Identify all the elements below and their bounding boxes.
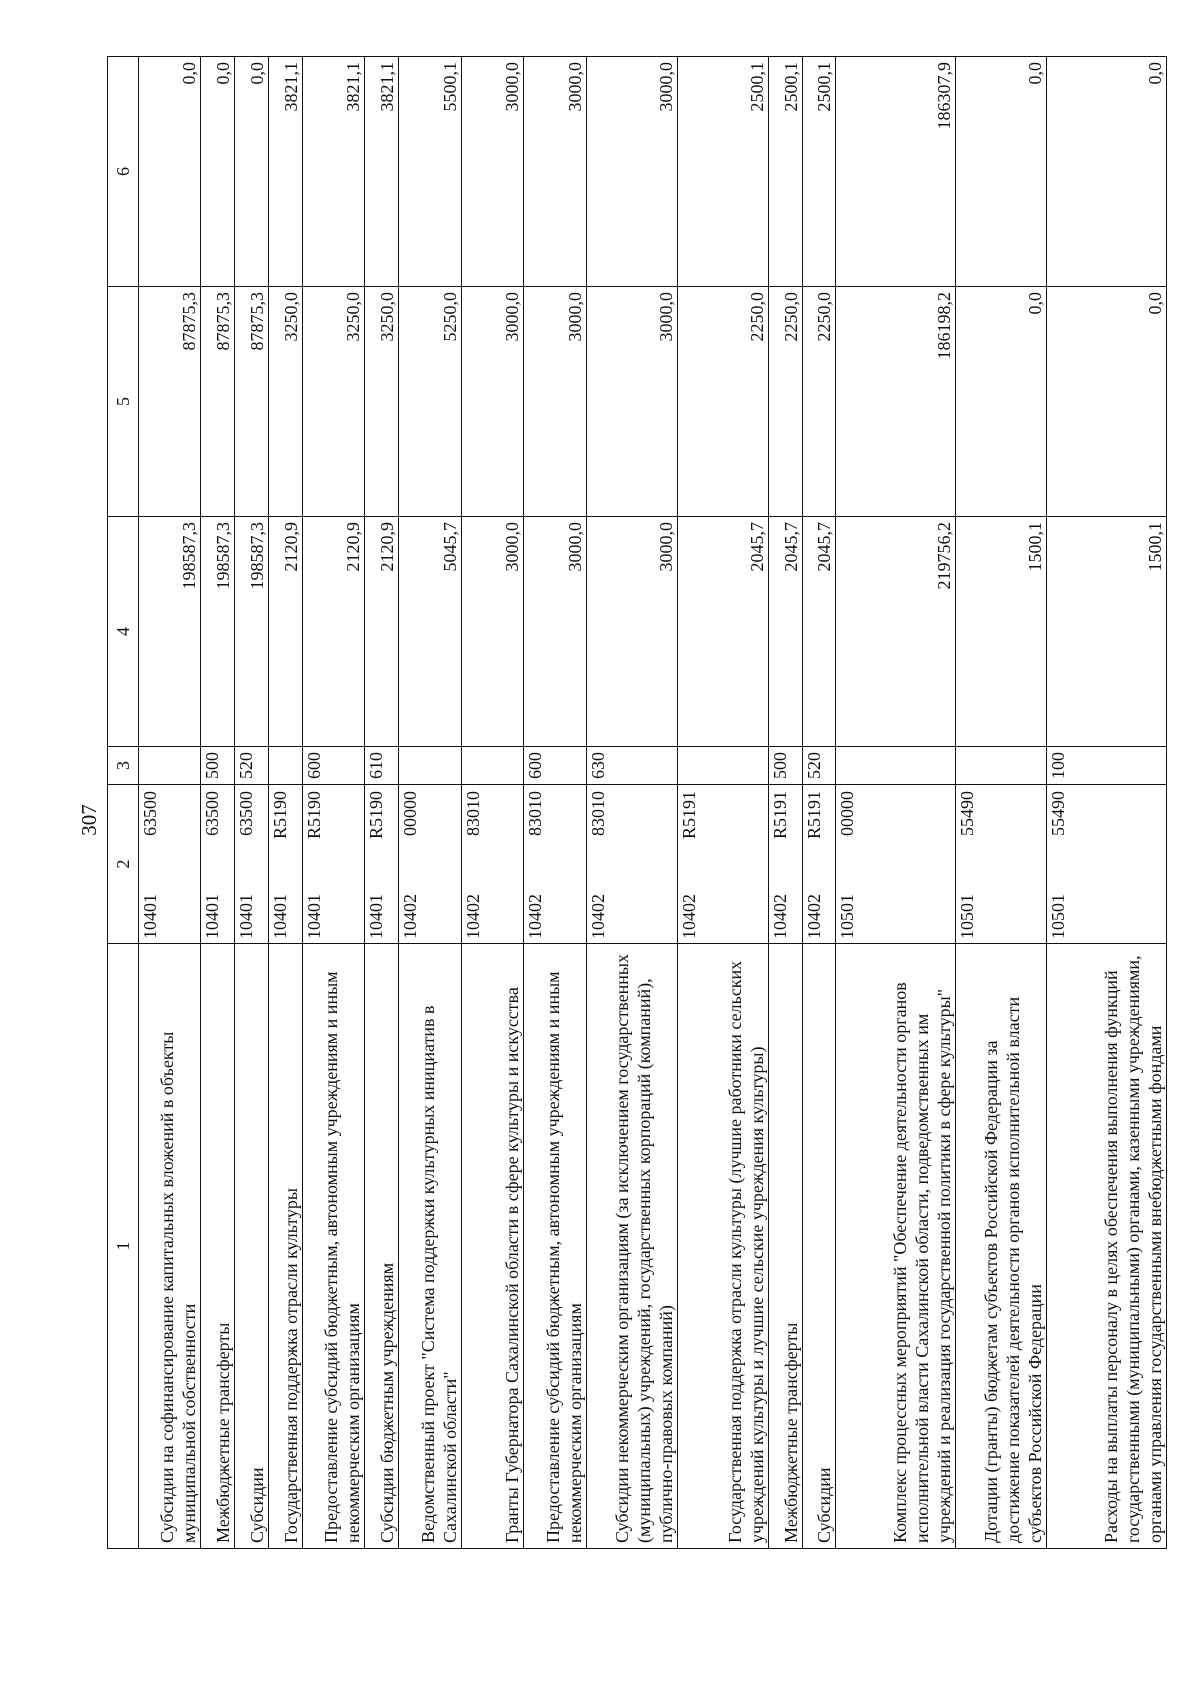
direction-code: 63500 <box>236 791 257 836</box>
amount-col-5: 2250,0 <box>802 287 836 517</box>
amount-col-6: 3000,0 <box>586 57 677 287</box>
amount-col-4: 3000,0 <box>586 517 677 747</box>
amount-col-5: 2250,0 <box>768 287 802 517</box>
row-name: Государственная поддержка отрасли культуры (лучшие работники сельских учреждений культуры и лучшие сельские учреждения культуры) <box>677 944 768 1549</box>
table-row <box>201 57 235 1549</box>
amount-col-6: 0,0 <box>956 57 1047 287</box>
direction-code: 83010 <box>525 791 546 836</box>
row-name: Субсидии <box>802 944 836 1549</box>
table-row <box>461 57 523 1549</box>
expense-kind <box>269 747 303 785</box>
direction-code: R5190 <box>366 791 387 840</box>
amount-col-5: 5250,0 <box>399 287 461 517</box>
amount-col-5: 87875,3 <box>201 287 235 517</box>
row-name: Субсидии некоммерческим организациям (за исключением государственных (муниципальных) учреждений, государственных корпораций (компаний), публично-правовых компаний) <box>586 944 677 1549</box>
row-code <box>677 785 768 944</box>
expense-kind <box>677 747 768 785</box>
amount-col-4: 2045,7 <box>802 517 836 747</box>
program-code: 10401 <box>270 894 291 939</box>
amount-col-5: 186198,2 <box>836 287 956 517</box>
amount-col-4: 198587,3 <box>201 517 235 747</box>
table-row <box>524 57 586 1549</box>
direction-code: R5191 <box>769 791 790 840</box>
amount-col-4: 1500,1 <box>956 517 1047 747</box>
expense-kind: 600 <box>302 747 364 785</box>
row-code <box>1047 785 1167 944</box>
table-row <box>365 57 399 1549</box>
table-row <box>956 57 1047 1549</box>
row-code <box>235 785 269 944</box>
amount-col-6: 0,0 <box>235 57 269 287</box>
row-name: Межбюджетные трансферты <box>201 944 235 1549</box>
expense-kind <box>399 747 461 785</box>
program-code: 10501 <box>1048 894 1069 939</box>
row-name: Расходы на выплаты персоналу в целях обеспечения выполнения функций государственными (муниципальными) органами, казенными учреждениями, органами управления государственными внебюджетными фондами <box>1047 944 1167 1549</box>
row-name: Предоставление субсидий бюджетным, автономным учреждениям и иным некоммерческим организациям <box>524 944 586 1549</box>
direction-code: R5190 <box>303 791 324 840</box>
program-code: 10401 <box>303 894 324 939</box>
row-code <box>365 785 399 944</box>
row-name: Ведомственный проект "Система поддержки культурных инициатив в Сахалинской области" <box>399 944 461 1549</box>
expense-kind <box>139 747 201 785</box>
amount-col-4: 2045,7 <box>768 517 802 747</box>
amount-col-5: 87875,3 <box>139 287 201 517</box>
direction-code: 55490 <box>957 791 978 836</box>
program-code: 10402 <box>678 894 699 939</box>
amount-col-5: 2250,0 <box>677 287 768 517</box>
amount-col-6: 2500,1 <box>802 57 836 287</box>
program-code: 10501 <box>837 894 858 939</box>
amount-col-5: 3000,0 <box>461 287 523 517</box>
row-code <box>139 785 201 944</box>
header-col-2: 2 <box>108 785 139 944</box>
amount-col-6: 186307,9 <box>836 57 956 287</box>
row-name: Предоставление субсидий бюджетным, автономным учреждениям и иным некоммерческим организациям <box>302 944 364 1549</box>
header-col-6: 6 <box>108 57 139 287</box>
direction-code: 63500 <box>202 791 223 836</box>
table-row <box>269 57 303 1549</box>
amount-col-6: 0,0 <box>1047 57 1167 287</box>
direction-code: R5190 <box>270 791 291 840</box>
program-code: 10401 <box>140 894 160 939</box>
header-row <box>108 57 139 1549</box>
direction-code: R5191 <box>678 791 699 840</box>
budget-table-sheet <box>107 57 1167 1549</box>
row-name: Государственная поддержка отрасли культуры <box>269 944 303 1549</box>
direction-code: 00000 <box>400 791 421 836</box>
expense-kind: 520 <box>802 747 836 785</box>
program-code: 10501 <box>957 894 978 939</box>
program-code: 10402 <box>587 894 608 939</box>
table-row <box>139 57 201 1549</box>
amount-col-6: 3000,0 <box>461 57 523 287</box>
table-row <box>768 57 802 1549</box>
row-code <box>461 785 523 944</box>
header-col-5: 5 <box>108 287 139 517</box>
amount-col-4: 3000,0 <box>461 517 523 747</box>
row-name: Субсидии <box>235 944 269 1549</box>
program-code: 10402 <box>462 894 483 939</box>
amount-col-4: 2120,9 <box>365 517 399 747</box>
row-code <box>956 785 1047 944</box>
direction-code: 55490 <box>1048 791 1069 836</box>
amount-col-5: 3250,0 <box>269 287 303 517</box>
table-row <box>677 57 768 1549</box>
row-code <box>768 785 802 944</box>
direction-code: 83010 <box>462 791 483 836</box>
expense-kind: 520 <box>235 747 269 785</box>
expense-kind <box>461 747 523 785</box>
amount-col-4: 198587,3 <box>139 517 201 747</box>
row-name: Гранты Губернатора Сахалинской области в сфере культуры и искусства <box>461 944 523 1549</box>
amount-col-6: 3000,0 <box>524 57 586 287</box>
program-code: 10402 <box>803 894 824 939</box>
amount-col-4: 5045,7 <box>399 517 461 747</box>
direction-code: 63500 <box>140 791 160 836</box>
row-code <box>269 785 303 944</box>
program-code: 10401 <box>236 894 257 939</box>
amount-col-4: 1500,1 <box>1047 517 1167 747</box>
amount-col-4: 3000,0 <box>524 517 586 747</box>
table-body <box>139 57 1167 1549</box>
amount-col-6: 5500,1 <box>399 57 461 287</box>
amount-col-5: 3250,0 <box>365 287 399 517</box>
amount-col-5: 3250,0 <box>302 287 364 517</box>
direction-code: R5191 <box>803 791 824 840</box>
row-name: Межбюджетные трансферты <box>768 944 802 1549</box>
amount-col-6: 3821,1 <box>365 57 399 287</box>
amount-col-4: 2120,9 <box>269 517 303 747</box>
amount-col-6: 3821,1 <box>302 57 364 287</box>
amount-col-6: 3821,1 <box>269 57 303 287</box>
amount-col-6: 0,0 <box>201 57 235 287</box>
expense-kind: 100 <box>1047 747 1167 785</box>
row-code <box>802 785 836 944</box>
row-code <box>201 785 235 944</box>
amount-col-5: 3000,0 <box>524 287 586 517</box>
program-code: 10401 <box>366 894 387 939</box>
amount-col-5: 87875,3 <box>235 287 269 517</box>
amount-col-6: 2500,1 <box>677 57 768 287</box>
header-col-3: 3 <box>108 747 139 785</box>
expense-kind: 500 <box>201 747 235 785</box>
amount-col-4: 2120,9 <box>302 517 364 747</box>
expense-kind: 500 <box>768 747 802 785</box>
table-row <box>235 57 269 1549</box>
expense-kind: 600 <box>524 747 586 785</box>
program-code: 10401 <box>202 894 223 939</box>
row-name: Субсидии на софинансирование капитальных вложений в объекты муниципальной собственности <box>139 944 201 1549</box>
direction-code: 00000 <box>837 791 858 836</box>
amount-col-6: 0,0 <box>139 57 201 287</box>
header-col-1: 1 <box>108 944 139 1549</box>
amount-col-4: 198587,3 <box>235 517 269 747</box>
expense-kind: 630 <box>586 747 677 785</box>
row-code <box>399 785 461 944</box>
table-row <box>302 57 364 1549</box>
row-code <box>586 785 677 944</box>
amount-col-4: 2045,7 <box>677 517 768 747</box>
amount-col-5: 0,0 <box>1047 287 1167 517</box>
row-code <box>524 785 586 944</box>
row-name: Комплекс процессных мероприятий "Обеспечение деятельности органов исполнительной власти Сахалинской области, подведомственных им учреждений и реализация государственной политики в сфере культуры" <box>836 944 956 1549</box>
table-row <box>802 57 836 1549</box>
header-col-4: 4 <box>108 517 139 747</box>
expense-kind <box>956 747 1047 785</box>
table-row <box>1047 57 1167 1549</box>
table-row <box>836 57 956 1549</box>
row-code <box>302 785 364 944</box>
row-name: Субсидии бюджетным учреждениям <box>365 944 399 1549</box>
table-row <box>586 57 677 1549</box>
page-number: 307 <box>76 804 101 836</box>
expense-kind: 610 <box>365 747 399 785</box>
table-row <box>399 57 461 1549</box>
program-code: 10402 <box>769 894 790 939</box>
amount-col-5: 3000,0 <box>586 287 677 517</box>
amount-col-4: 219756,2 <box>836 517 956 747</box>
expense-kind <box>836 747 956 785</box>
row-code <box>836 785 956 944</box>
direction-code: 83010 <box>587 791 608 836</box>
program-code: 10402 <box>525 894 546 939</box>
row-name: Дотации (гранты) бюджетам субъектов Российской Федерации за достижение показателей деятельности органов исполнительной власти субъектов Российской Федерации <box>956 944 1047 1549</box>
amount-col-6: 2500,1 <box>768 57 802 287</box>
amount-col-5: 0,0 <box>956 287 1047 517</box>
budget-table <box>107 56 1167 1549</box>
program-code: 10402 <box>400 894 421 939</box>
